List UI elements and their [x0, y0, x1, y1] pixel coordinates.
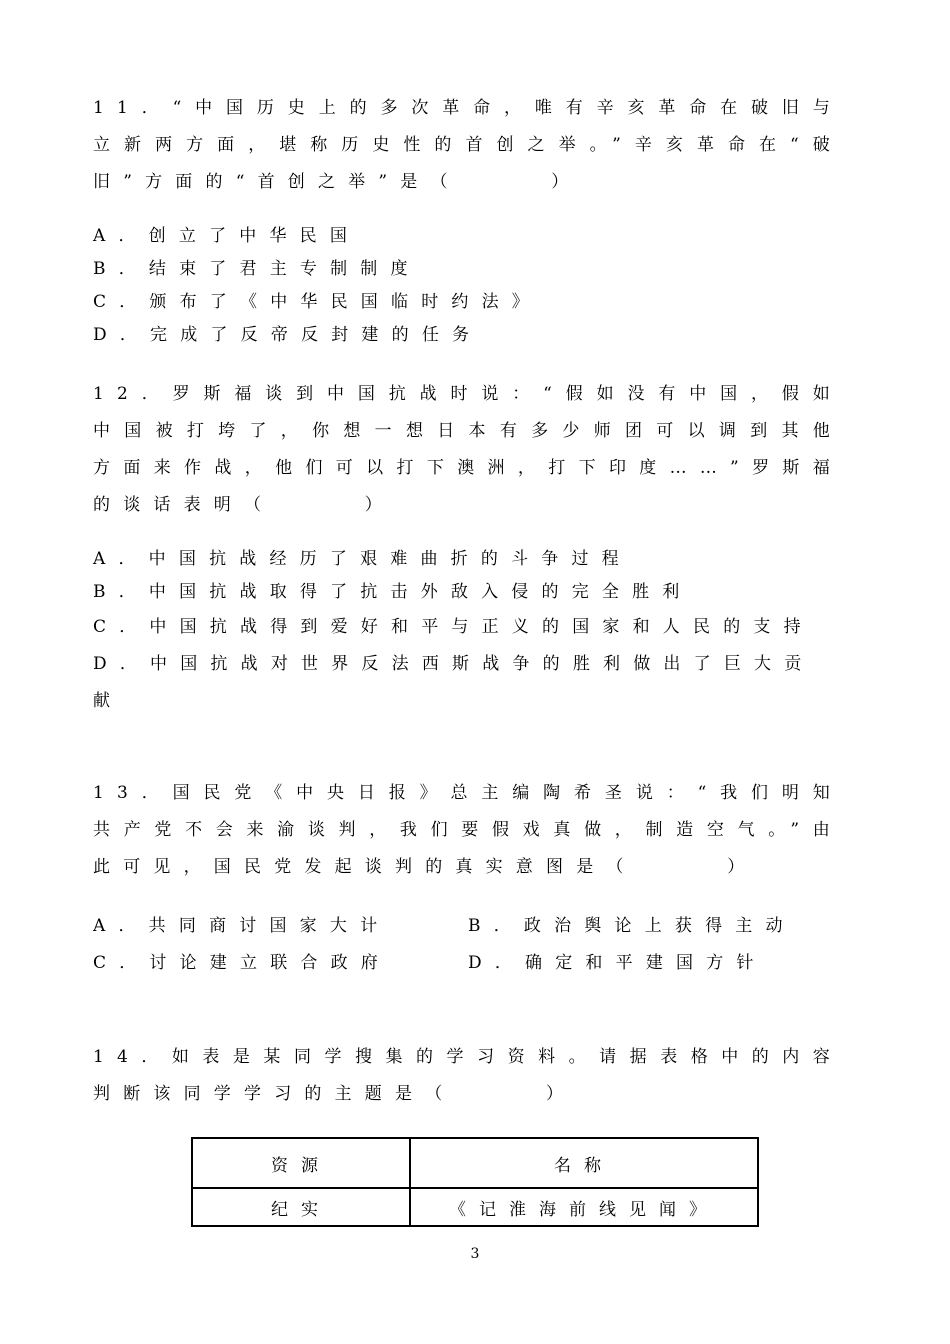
- option-a: A．创立了中华民国: [93, 226, 361, 246]
- option-c: C．讨论建立联合政府: [93, 953, 392, 973]
- table-header-cell: 资源: [192, 1138, 410, 1188]
- page-number: 3: [470, 1246, 480, 1262]
- question-stem: 12．罗斯福谈到中国抗战时说：“假如没有中国，假如中国被打垮了，你想一想日本有多少师团可以调到其他方面来作战，他们可以打下澳洲，打下印度……”罗斯福的谈话表明（ ）: [93, 384, 843, 515]
- question-stem: 14．如表是某同学搜集的学习资料。请据表格中的内容判断该同学学习的主题是（ ）: [93, 1047, 843, 1104]
- option-d: D．完成了反帝反封建的任务: [93, 325, 483, 345]
- question-14: [93, 1039, 843, 1113]
- option-a: A．共同商讨国家大计: [93, 916, 391, 936]
- table-header-row: [192, 1138, 758, 1188]
- table-row: [192, 1188, 758, 1226]
- question-stem: 13．国民党《中央日报》总主编陶希圣说：“我们明知共产党不会来渝谈判，我们要假戏真做，制造空气。”由此可见，国民党发起谈判的真实意图是（ ）: [93, 783, 843, 877]
- option-list: [93, 543, 843, 720]
- table-cell: 纪实: [192, 1188, 410, 1226]
- table-header-cell: 名称: [410, 1138, 758, 1188]
- option-b: B．结束了君主专制制度: [93, 259, 421, 279]
- option-a: A．中国抗战经历了艰难曲折的斗争过程: [93, 549, 632, 569]
- question-stem: 11．“中国历史上的多次革命，唯有辛亥革命在破旧与立新两方面，堪称历史性的首创之举。”辛亥革命在“破旧”方面的“首创之举”是（ ）: [93, 98, 843, 192]
- question-13: [93, 775, 843, 982]
- option-row: [93, 908, 843, 945]
- option-b: B．中国抗战取得了抗击外敌入侵的完全胜利: [93, 582, 693, 602]
- option-c: C．中国抗战得到爱好和平与正义的国家和人民的支持: [93, 617, 814, 637]
- option-d: D．确定和平建国方针: [468, 953, 767, 973]
- option-b: B．政治舆论上获得主动: [468, 916, 796, 936]
- table-cell: 《记淮海前线见闻》: [410, 1188, 758, 1226]
- option-row: [93, 945, 843, 982]
- question-11: [93, 90, 843, 352]
- option-list: [93, 220, 843, 352]
- option-c: C．颁布了《中华民国临时约法》: [93, 292, 543, 312]
- question-12: [93, 376, 843, 720]
- option-grid: [93, 908, 843, 982]
- resource-table: [191, 1137, 759, 1227]
- option-d: D．中国抗战对世界反法西斯战争的胜利做出了巨大贡献: [93, 654, 815, 711]
